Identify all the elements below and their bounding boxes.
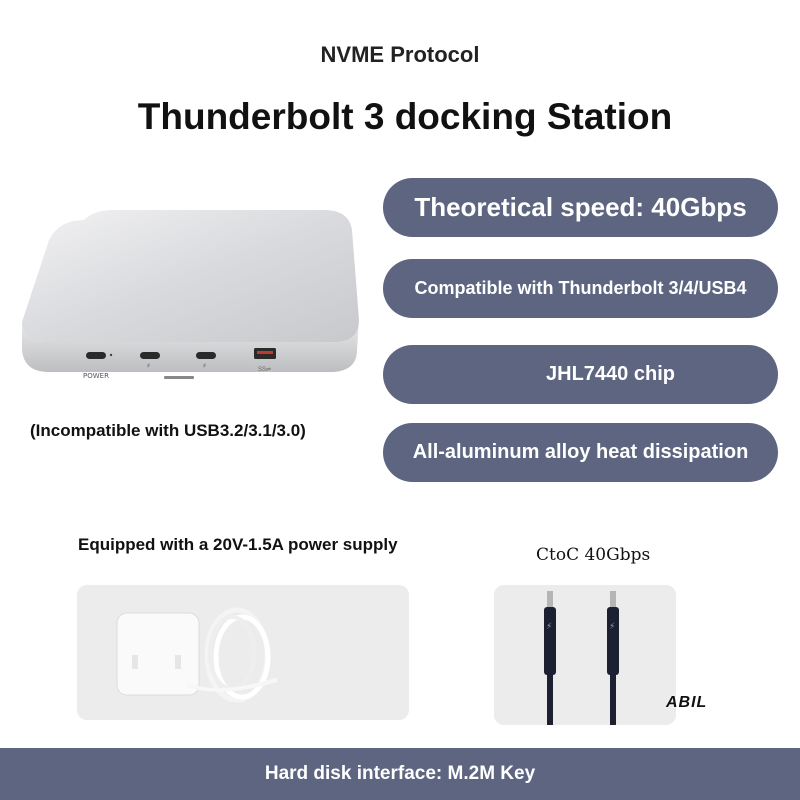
power-adapter-image bbox=[77, 585, 409, 720]
compatibility-note: (Incompatible with USB3.2/3.1/3.0) bbox=[30, 421, 306, 440]
svg-text:⚡: ⚡ bbox=[609, 621, 616, 631]
power-supply-caption: Equipped with a 20V-1.5A power supply bbox=[78, 535, 398, 554]
svg-text:SS⇌: SS⇌ bbox=[258, 367, 272, 373]
svg-text:⚡: ⚡ bbox=[146, 363, 151, 370]
cable-caption: CtoC 40Gbps bbox=[536, 545, 651, 565]
docking-station-image bbox=[14, 200, 364, 400]
subtitle: NVME Protocol bbox=[320, 42, 480, 67]
card-slot bbox=[164, 376, 194, 379]
power-supply-panel bbox=[77, 585, 409, 720]
thunderbolt-port-2 bbox=[196, 352, 216, 359]
page-title: Thunderbolt 3 docking Station bbox=[137, 96, 673, 137]
thunderbolt-port-1 bbox=[140, 352, 160, 359]
power-port-label: POWER bbox=[83, 372, 109, 380]
footer-banner: Hard disk interface: M.2M Key bbox=[0, 748, 800, 800]
cable-panel bbox=[494, 585, 676, 725]
svg-text:⚡: ⚡ bbox=[202, 363, 207, 370]
watermark: ABIL bbox=[666, 694, 708, 711]
feature-compatibility: Compatible with Thunderbolt 3/4/USB4 bbox=[383, 259, 778, 318]
usb-c-cables-image bbox=[494, 585, 676, 725]
feature-chip: JHL7440 chip bbox=[383, 345, 778, 404]
power-port bbox=[86, 352, 106, 359]
svg-text:⚡: ⚡ bbox=[546, 621, 553, 631]
feature-heat-dissipation: All-aluminum alloy heat dissipation bbox=[383, 423, 778, 482]
feature-speed: Theoretical speed: 40Gbps bbox=[383, 178, 778, 237]
